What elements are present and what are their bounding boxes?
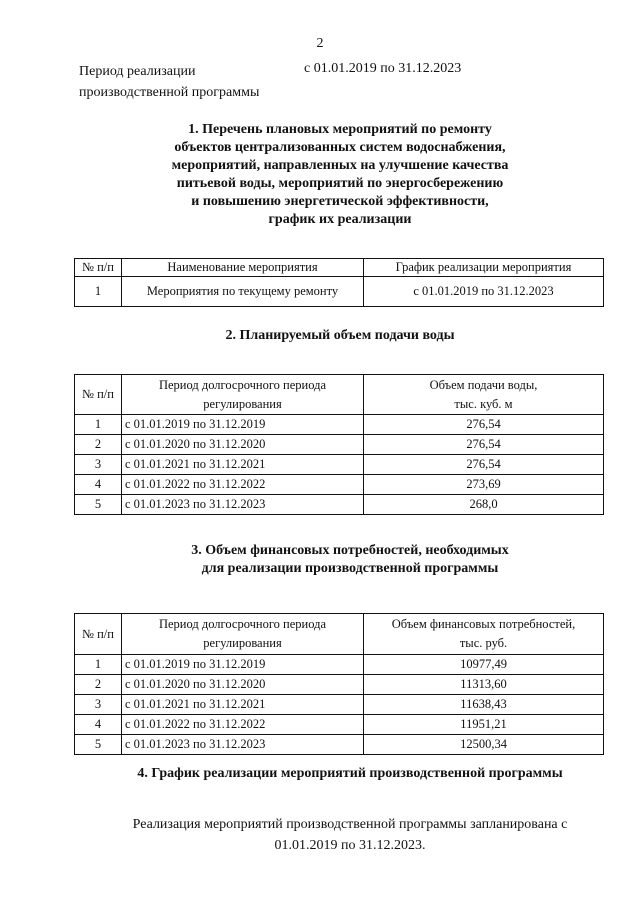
- row-number: 3: [75, 455, 122, 475]
- row-period: с 01.01.2023 по 31.12.2023: [122, 495, 364, 515]
- section1-title-line: и повышению энергетической эффективности,: [191, 194, 489, 209]
- row-volume: 276,54: [364, 415, 604, 435]
- row-number: 5: [75, 495, 122, 515]
- table-row: [75, 455, 604, 475]
- col-number-header: № п/п: [75, 375, 122, 415]
- row-volume: 276,54: [364, 435, 604, 455]
- col-period-header: [122, 375, 364, 415]
- row-amount: 11951,21: [364, 715, 604, 735]
- section1-title-line: график их реализации: [268, 212, 412, 227]
- table-header-row: [75, 259, 604, 277]
- section3-title-line2: для реализации производственной программы: [201, 561, 499, 576]
- row-period: с 01.01.2020 по 31.12.2020: [122, 675, 364, 695]
- row-period: с 01.01.2019 по 31.12.2019: [122, 415, 364, 435]
- section4-title: 4. График реализации мероприятий производственной программы: [137, 766, 563, 781]
- row-number: 5: [75, 735, 122, 755]
- col-period-header-line1: Период долгосрочного периода: [158, 617, 327, 631]
- section4-text-line2: 01.01.2019 по 31.12.2023.: [274, 838, 426, 853]
- section1-title-line: 1. Перечень плановых мероприятий по ремонту: [188, 122, 492, 137]
- col-period-header-line2: регулирования: [203, 396, 282, 411]
- col-volume-header-line2: тыс. куб. м: [454, 396, 513, 411]
- section3-title-line1: 3. Объем финансовых потребностей, необходимых: [191, 543, 509, 558]
- section3-title: [0, 542, 640, 578]
- row-number: 4: [75, 715, 122, 735]
- row-volume: 273,69: [364, 475, 604, 495]
- table-row: [75, 495, 604, 515]
- section1-title: [0, 121, 640, 229]
- row-schedule: с 01.01.2019 по 31.12.2023: [364, 277, 604, 307]
- row-number: 4: [75, 475, 122, 495]
- table-row: [75, 735, 604, 755]
- row-number: 2: [75, 435, 122, 455]
- col-number-header: № п/п: [75, 259, 122, 277]
- period-label: [79, 61, 259, 103]
- period-value: с 01.01.2019 по 31.12.2023: [304, 61, 462, 76]
- row-number: 2: [75, 675, 122, 695]
- row-number: 1: [75, 415, 122, 435]
- table-header-row: [75, 614, 604, 655]
- table-row: [75, 475, 604, 495]
- row-period: с 01.01.2022 по 31.12.2022: [122, 715, 364, 735]
- row-number: 1: [75, 655, 122, 675]
- water-volume-table: [74, 374, 604, 515]
- period-label-line2: производственной программы: [79, 85, 260, 100]
- col-schedule-header: График реализации мероприятия: [364, 259, 604, 277]
- col-activity-header: Наименование мероприятия: [122, 259, 364, 277]
- row-volume: 276,54: [364, 455, 604, 475]
- col-volume-header-line1: Объем подачи воды,: [429, 377, 538, 392]
- col-period-header-line2: регулирования: [203, 636, 282, 650]
- col-finance-header-line2: тыс. руб.: [459, 636, 508, 650]
- table-header-row: [75, 375, 604, 415]
- section1-title-line: мероприятий, направленных на улучшение качества: [171, 158, 509, 173]
- table-row: [75, 655, 604, 675]
- section1-title-line: питьевой воды, мероприятий по энергосбережению: [176, 176, 504, 191]
- row-activity: Мероприятия по текущему ремонту: [122, 277, 364, 307]
- col-number-header: № п/п: [75, 614, 122, 655]
- row-period: с 01.01.2022 по 31.12.2022: [122, 475, 364, 495]
- table-row: [75, 715, 604, 735]
- row-amount: 12500,34: [364, 735, 604, 755]
- row-number: 1: [75, 277, 122, 307]
- row-period: с 01.01.2021 по 31.12.2021: [122, 455, 364, 475]
- table-row: [75, 695, 604, 715]
- col-period-header-line1: Период долгосрочного периода: [158, 377, 327, 392]
- col-period-header: [122, 614, 364, 655]
- period-label-line1: Период реализации: [79, 64, 196, 79]
- col-finance-header: [364, 614, 604, 655]
- financial-needs-table: [74, 613, 604, 755]
- section1-title-line: объектов централизованных систем водоснабжения,: [174, 140, 506, 155]
- table-row: [75, 415, 604, 435]
- section4-text: [0, 814, 640, 856]
- row-amount: 10977,49: [364, 655, 604, 675]
- section2-title: 2. Планируемый объем подачи воды: [225, 328, 455, 343]
- row-period: с 01.01.2019 по 31.12.2019: [122, 655, 364, 675]
- row-period: с 01.01.2021 по 31.12.2021: [122, 695, 364, 715]
- col-volume-header: [364, 375, 604, 415]
- table-row: [75, 675, 604, 695]
- section4-text-line1: Реализация мероприятий производственной программы запланирована с: [132, 817, 568, 832]
- row-amount: 11638,43: [364, 695, 604, 715]
- table-row: [75, 277, 604, 307]
- row-period: с 01.01.2020 по 31.12.2020: [122, 435, 364, 455]
- table-row: [75, 435, 604, 455]
- row-amount: 11313,60: [364, 675, 604, 695]
- col-finance-header-line1: Объем финансовых потребностей,: [391, 617, 576, 631]
- page-number: 2: [316, 36, 324, 51]
- row-volume: 268,0: [364, 495, 604, 515]
- activities-table: [74, 258, 604, 307]
- row-period: с 01.01.2023 по 31.12.2023: [122, 735, 364, 755]
- row-number: 3: [75, 695, 122, 715]
